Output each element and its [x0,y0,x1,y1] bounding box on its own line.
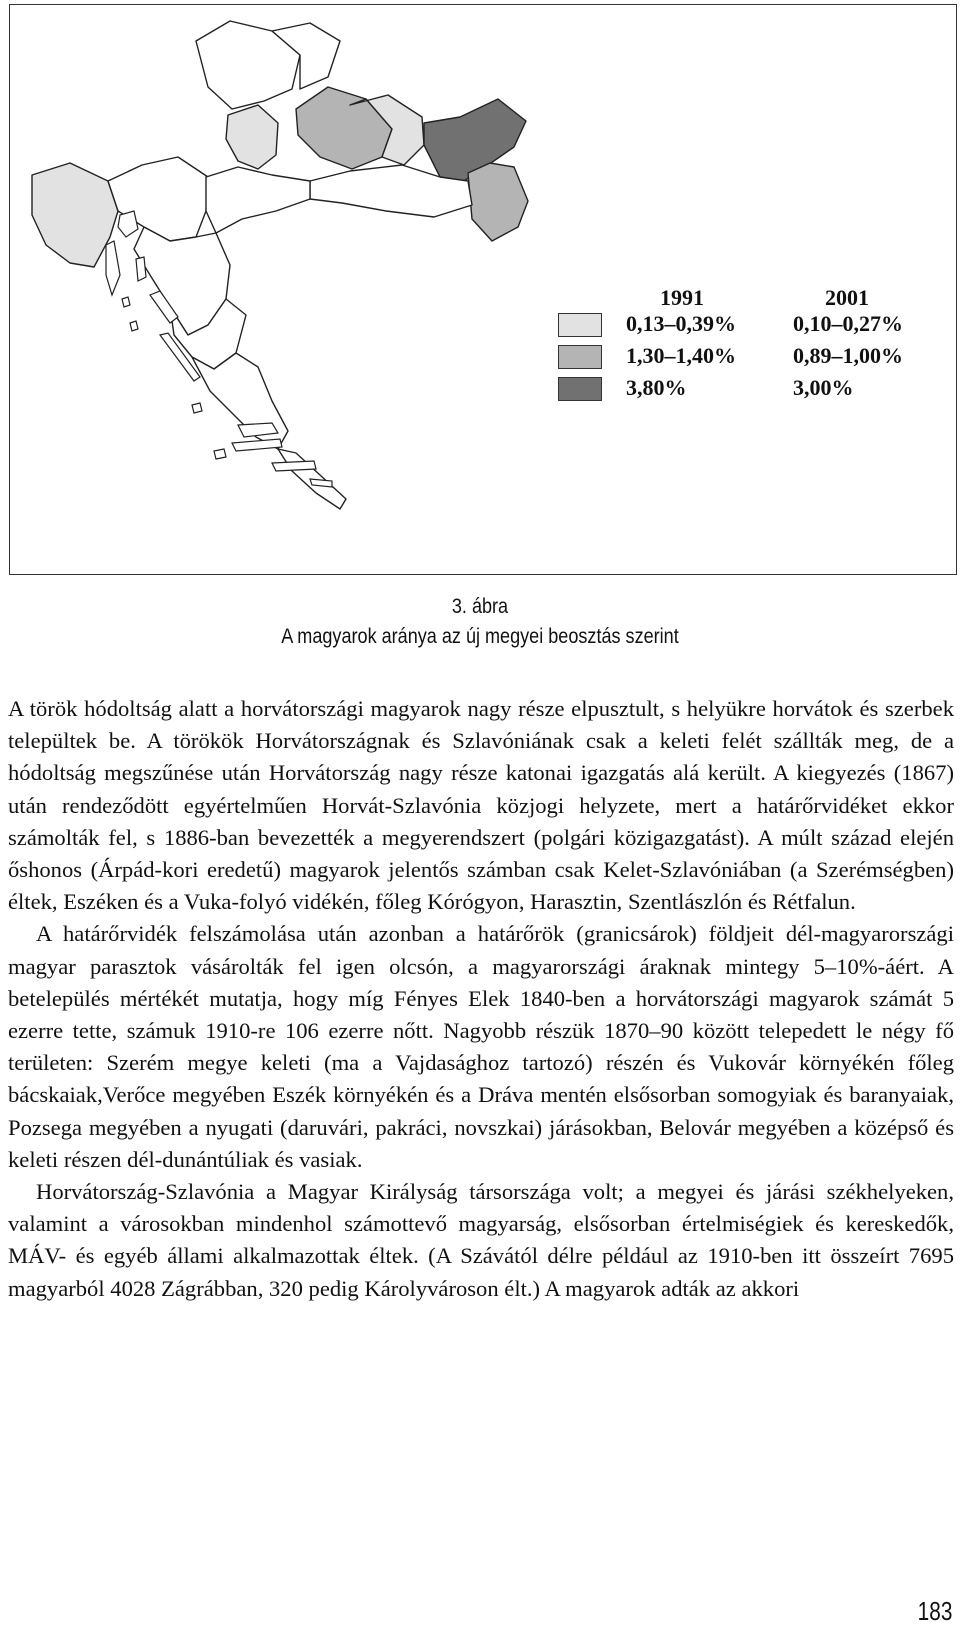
paragraph-3: Horvátország-Szlavónia a Magyar Királyság társországa volt; a megyei és járási székhelyeken, valamint a városokban mindenhol számottevő magyarság, elsősorban értelmiségiek és kereskedők, MÁV- és egyéb állami alkalmazottak éltek. (A Szávától délre például az 1910-ben itt összeírt 7695 magyarból 4028 Zágrábban, 320 pedig Károlyvároson élt.) A magyarok adták az akkori [8,1179,954,1301]
county-sisak-karlovac [206,167,310,233]
legend-year-1991: 1991 [660,285,704,310]
legend-swatch [558,313,602,337]
page-number: 183 [917,1596,952,1626]
legend-swatch [558,377,602,401]
island-small-1 [122,297,130,307]
island-small-3 [192,403,202,413]
paragraph-1: A török hódoltság alatt a horvátországi magyarok nagy része elpusztult, s helyükre horvátok és szerbek települtek be. A törökök Horvátországnak és Szlavóniának csak a keleti felét szállták meg, de a hódoltság megszűnése után Horvátország nagy része katonai igazgatás alá került. A kiegyezés (1867) után rendeződött egyértelműen Horvát-Szlavónia közjogi helyzete, mert a határőrvidéket ekkor számolták fel, s 1886-ban bevezették a megyerendszert (polgári közigazgatást). A múlt század elején őshonos (Árpád-kori eredetű) magyarok jelentős számban csak Kelet-Szlavóniában (a Szerémségben) éltek, Eszéken és a Vuka-folyó vidékén, főleg Kórógyon, Harasztin, Szentlászlón és Rétfalun. [8,696,954,915]
legend-value-2001: 0,89–1,00% [793,343,903,368]
island-cres [106,241,120,295]
island-korcula [272,461,316,471]
legend-value-2001: 3,00% [793,375,854,400]
island-vis [214,449,226,459]
figure-caption-number: 3. ábra [451,595,509,618]
map-figure [9,4,957,575]
county-istria [32,163,118,267]
county-split [192,353,288,449]
county-vukovar-srijem [468,163,528,241]
legend-value-1991: 1,30–1,40% [626,343,736,368]
legend-swatch [558,345,602,369]
island-krk [118,211,138,237]
legend-year-2001: 2001 [825,285,869,310]
island-rab [136,257,146,281]
island-hvar [232,439,282,451]
island-small-2 [130,321,138,331]
figure-caption-title: A magyarok aránya az új megyei beosztás szerint [281,625,679,648]
county-zagreb-area [226,105,278,169]
body-text [8,693,954,1305]
legend-value-1991: 0,13–0,39% [626,311,736,336]
croatia-county-map [10,5,958,576]
legend-value-2001: 0,10–0,27% [793,311,903,336]
legend-value-1991: 3,80% [626,375,687,400]
paragraph-2: A határőrvidék felszámolása után azonban a határőrök (granicsárok) földjeit dél-magyarországi magyar parasztok vásárolták fel igen olcsón, a magyarországi áraknak mintegy 5–10%-áért. A betelepülés mértékét mutatja, hogy míg Fényes Elek 1840-ben a horvátországi magyarok számát 5 ezerre tette, számuk 1910-re 106 ezerre nőtt. Nagyobb részük 1870–90 között telepedett le négy fő területen: Szerém megye keleti (ma a Vajdasághoz tartozó) részén és Vukovár környékén főleg bácskaiak,Verőce megyében Eszék környékén és a Dráva mentén elsősorban somogyiak és baranyaiak, Pozsega megyében a nyugati (daruvári, pakráci, novszkai) járásokban, Belovár megyében a középső és keleti részen dél-dunántúliak és vasiak. [8,921,954,1172]
